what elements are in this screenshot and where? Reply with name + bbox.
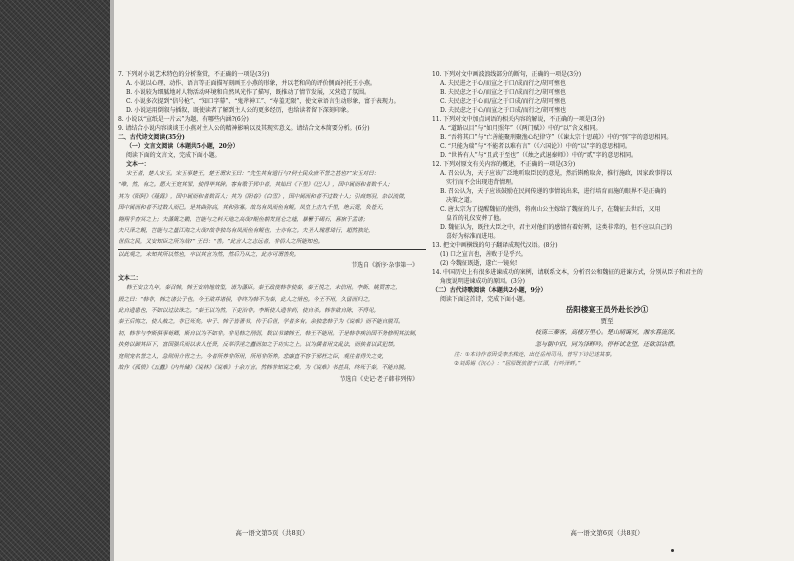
passage1-line: 翱翔乎杳冥之上；夫藩篱之鷃，岂能与之料天地之高哉?鲲鱼朝发昆仑之墟，暴鬐于碣石，暮宿于孟诸； — [118, 216, 369, 223]
q12-option-b-cont: 决策之道。 — [446, 197, 476, 204]
q13-stem: 13. 把文中画横线的句子翻译成现代汉语。(8分) — [432, 242, 558, 249]
q12-stem: 12. 下列对原文有关内容的概述，不正确的一项是(3分) — [432, 161, 576, 168]
q12-option-a: A. 召公认为，天子应该广泛地听取臣民的意见，然后斟酌取舍，推行施政，因家政事得以 — [440, 170, 673, 177]
poetry-subsection-heading: （二）古代诗歌阅读（本题共2小题，9分） — [432, 287, 547, 294]
q13-item-1: (1) 口之宣言也，善败于是乎兴。 — [440, 251, 527, 258]
poetry-instruction: 阅读下面这首诗，完成下面小题。 — [440, 296, 529, 303]
q10-stem: 10. 下列对文中画波浪线部分的断句，正确的一项是(3分) — [432, 71, 582, 78]
passage2-line: 宽则宠名誉之人，急则用介胄之士。今者所养非所用，所用非所养。悲廉直不容于邪枉之臣，观往者得失之变， — [118, 353, 388, 360]
book-spine — [0, 0, 110, 561]
q14-stem-cont: 角度说明进谏成功的原因。(3分) — [440, 278, 525, 285]
passage1-line: 夫尺泽之鲵，岂能与之量江海之大哉?故非独鸟有凤而鱼有鲲也，士亦有之。夫圣人瑰意琦行，超然独处， — [118, 228, 374, 235]
passage2-line: 执势以御其臣下，富国强兵而以求人任贤，反举浮淫之蠹而加之于功实之上。以为儒者用文乱法，而侠者以武犯禁。 — [118, 342, 399, 349]
q7-option-d: D. 小说运用倒叙与插叙，既使读者了解到主人公的更多经历，也给读者留下深刻印象。 — [126, 107, 353, 114]
q7-option-c: C. 小说多次提到“信号枪”、“知口字幕”、“鬼斧神工”、“寿羞无限”，使文章语言生动形象，富于表现力。 — [126, 98, 400, 105]
section-heading: 二、古代诗文阅读(35分) — [118, 134, 185, 141]
q11-option-b: B. “吾将其口”与“亡善能聚刑聚渔心纪律守”（《谏太宗十思疏》）中的“弭”字的意思相同。 — [440, 134, 673, 141]
q10-option-d: D. 夫民虑之于心/而宣之于口成/而行之/胡可壅也 — [440, 107, 566, 114]
passage2-line: 韩王安立九年，秦召韩，韩王安纳地效玺，请为藩臣。秦王政使韩非使秦，秦王悦之，未信用。李斯、姚贾害之， — [126, 285, 401, 292]
text2-label: 文本二： — [118, 275, 142, 283]
passage1-line: 国中属而和者不过数人而已。是其曲弥高，其和弥寡。故鸟有凤而鱼有鲲。凤皇上击九千里，绝云霓，负苍天， — [118, 205, 388, 212]
q11-option-d: D. “世皆有人”与“且武于至也”（《烛之武退秦师》）中的“贰”字的意思相同。 — [440, 152, 637, 159]
passage1-line: 其为《阳阿》《薤露》，国中属而和者数百人；其为《阳春》《白雪》，国中属而和者不过数十人；引商刻羽，杂以流徵， — [118, 193, 410, 200]
passage2-line: 故作《孤愤》《五蠹》《内外储》《说林》《说难》十余万言。然韩非知说之难，为《说难》书甚具，终死于秦，不能自脱。 — [118, 365, 409, 372]
passage1-line: “唯，然，有之。愿大王宽其罪，使得毕其辞。客有歌于郢中者，其始曰《下里》《巴人》，国中属而和者数千人； — [118, 182, 393, 189]
poem-title: 岳阳楼宴王员外赴长沙① — [565, 305, 649, 314]
right-page — [432, 70, 782, 537]
q11-option-a: A. “道路以目”与“如月照年”（《两门赋》）中的“以”含义相同。 — [440, 125, 602, 132]
passage2-line: 初，韩非与李斯俱事荀卿，斯自以为不如非。非见韩之削弱，数以书谏韩王，韩王不能用。于是韩非疾治国不务修明其法制， — [118, 330, 421, 337]
passage1-source: 节选自《新序·杂事第一》 — [351, 262, 418, 270]
passage2-line: 此自遗患也，不如以过法诛之。”秦王以为然，下吏治非。李斯使人遗非药，使自杀。韩非欲自陈，不得见。 — [118, 308, 380, 315]
q9-stem: 9. 请结合小说内容谈谈王小燕对主人公的精神影响以及其现实意义。请结合文本简要分析。(6分) — [118, 125, 370, 132]
q10-option-c: C. 夫民虑之于心而/宣之于口成/而行之/胡可壅也 — [440, 98, 566, 105]
poem-author: 贾至 — [600, 317, 614, 325]
q7-option-b: B. 小说较为细腻地对人物活动环境和自然风光作了描写，既推动了情节发展，又营造了氛围。 — [126, 89, 370, 96]
q12-option-a-cont: 实行而不会出现违背情理。 — [446, 179, 517, 186]
passage1-line: 宋王者，楚人宋玉。宋玉事楚王，楚王谓宋玉曰：“先生其有遗行与?何士民众庶不誉之甚也?”宋玉对曰： — [126, 171, 380, 177]
passage2-line: 秦王后悔之，使人赦之，非已死矣。申子、韩子皆著书，传于后世，学者多有。余独悲韩子为《说难》而不能自脱耳。 — [118, 319, 404, 326]
q12-option-b: B. 召公认为，天子应该鼓励在民间传递的事情说出来，进行培育而施的眼界不是正确的 — [440, 188, 667, 195]
scan-speck — [671, 549, 674, 552]
q7-option-a: A. 小说以心理、动作、语言等正面描写刻画王小燕的形象，并以老和尚的评价侧面衬托王小燕。 — [126, 80, 376, 87]
page-footer-left: 高一语文第5页（共8页） — [235, 529, 309, 537]
q7-stem: 7. 下列对小说艺术特色的分析鉴赏，不正确的一项是(3分) — [118, 71, 270, 78]
poem-note: ②刘禹锡《沉心》：“屈原既放游于江潭，行吟泽畔。” — [454, 361, 581, 367]
q8-stem: 8. 小说以“宣纸是一片云”为题，有哪些内涵?(6分) — [118, 116, 249, 123]
poem-note: 注：①本诗作者因受李杰株连，出任岳州司马，曾写下诗记述其事。 — [454, 352, 616, 358]
q12-option-c-cont: 皇首的礼仪安葬了他。 — [446, 215, 506, 222]
poem-line: 枝南三秦客，高楼万里心。楚山晴霭冥，湘水暮流深。 — [534, 329, 679, 336]
poem-line: 忽与朝中旧，同为泽畔吟。停杯试北望，还欲泪沾襟。 — [534, 341, 679, 348]
q11-option-c: C. “只能为瑞”与“不能者以难有言”（《六国论》）中的“以”字的意思相同。 — [440, 143, 631, 150]
q14-stem: 14. 中国历史上有很多进谏成功的案例，请联系文本，分析召公和魏征的进谏方式，分别从臣子和君主的 — [432, 269, 703, 276]
q11-stem: 11. 下列对文中加点词语的相关内容的解说，不正确的一项是(3分) — [432, 116, 605, 123]
instruction: 阅读下面的文言文，完成下面小题。 — [126, 152, 221, 159]
text1-label: 文本一： — [126, 161, 150, 168]
passage2-source: 节选自《史记·老子韩非列传》 — [339, 375, 418, 383]
subsection-heading: （一）文言文阅读（本题共5小题，20分） — [126, 143, 239, 150]
page-footer-right: 高一语文第6页（共8页） — [570, 529, 644, 537]
q12-option-d-cont: 喜好为标准而进用。 — [446, 233, 500, 240]
q12-option-d: D. 魏征认为，既往大臣之中，君主对他们的感情有着好辨，这类非常的，但不应以自己的 — [440, 224, 673, 231]
q12-option-c: C. 唐太宗为了提醒魏征的使得，将南山公主嫁给了魏征的儿子，在魏征去世后，又用 — [440, 206, 661, 213]
passage1-line: 以此观之，未知其所以然也，卒以其言为然，然后乃从之，此亦可谓善矣。 — [118, 251, 300, 258]
left-page — [118, 70, 426, 537]
spine-edge — [110, 0, 114, 561]
passage2-line: 毁之曰：“韩非，韩之诸公子也。今王欲并诸侯，非终为韩不为秦，此人之情也。今王不用，久留而归之， — [118, 296, 374, 303]
q10-option-b: B. 夫民虑之于心/而宣之于口/成而行之/胡可壅也 — [440, 89, 566, 96]
passage1-line-underlined: 世俗之民，又安知臣之所为哉?” 王曰：“善。”此言人之志远者，非俗人之所能知也。 — [118, 237, 426, 249]
q13-item-2: (2) 今魏征既逝，遂亡一镜矣! — [440, 260, 518, 267]
q10-option-a: A. 夫民进之于心/而宣之于口/成而行之/胡可壅也 — [440, 80, 566, 87]
